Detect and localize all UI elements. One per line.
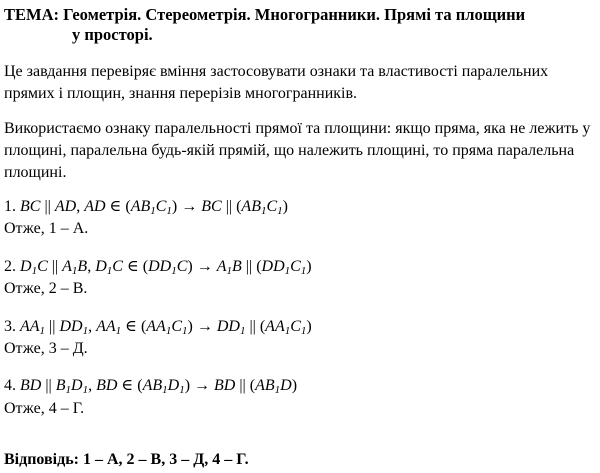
formula-3-number: 3. [4, 318, 16, 335]
formula-2: 2. $D_1C$ || $A_1B$, $D_1C$ ∈ $(DD_1C) \to A_1B$ || $(DD_1C_1)$ [4, 258, 312, 277]
topic-title-line1: ТЕМА: Геометрія. Стереометрія. Многогранники. Прямі та площини [4, 5, 526, 24]
conclusion-1: Отже, 1 – А. [4, 220, 89, 237]
formula-1-number: 1. [4, 198, 16, 215]
final-answer: Відповідь: 1 – А, 2 – В, 3 – Д, 4 – Г. [4, 451, 249, 468]
formula-3: 3. $AA_1$ || $DD_1$, $AA_1$ ∈ $(AA_1C_1) \to DD_1$ || $(AA_1C_1)$ [4, 318, 312, 337]
conclusion-4: Отже, 4 – Г. [4, 400, 85, 417]
method-paragraph: Використаємо ознаку паралельності прямої та площини: якщо пряма, яка не лежить у площині, паралельна будь-якій прямій, що належить площині, то пряма паралельна площині. [4, 120, 591, 181]
formula-2-number: 2. [4, 258, 16, 275]
intro-paragraph: Це завдання перевіряє вміння застосовувати ознаки та властивості паралельних прямих і площин, знання перерізів многогранників. [4, 63, 549, 102]
topic-title [4, 5, 594, 45]
formula-4: 4. BD || $B_1D_1$, BD ∈ $(AB_1D_1)$ → BD || $(AB_1D)$ [4, 377, 298, 396]
conclusion-2: Отже, 2 – В. [4, 280, 88, 297]
topic-title-line2: у просторі. [72, 25, 153, 44]
conclusion-3: Отже, 3 – Д. [4, 340, 88, 357]
formula-4-number: 4. [4, 377, 16, 394]
formula-1: 1. BC || AD, AD ∈ $(AB_1C_1)$ → BC || $(AB_1C_1)$ [4, 198, 288, 217]
